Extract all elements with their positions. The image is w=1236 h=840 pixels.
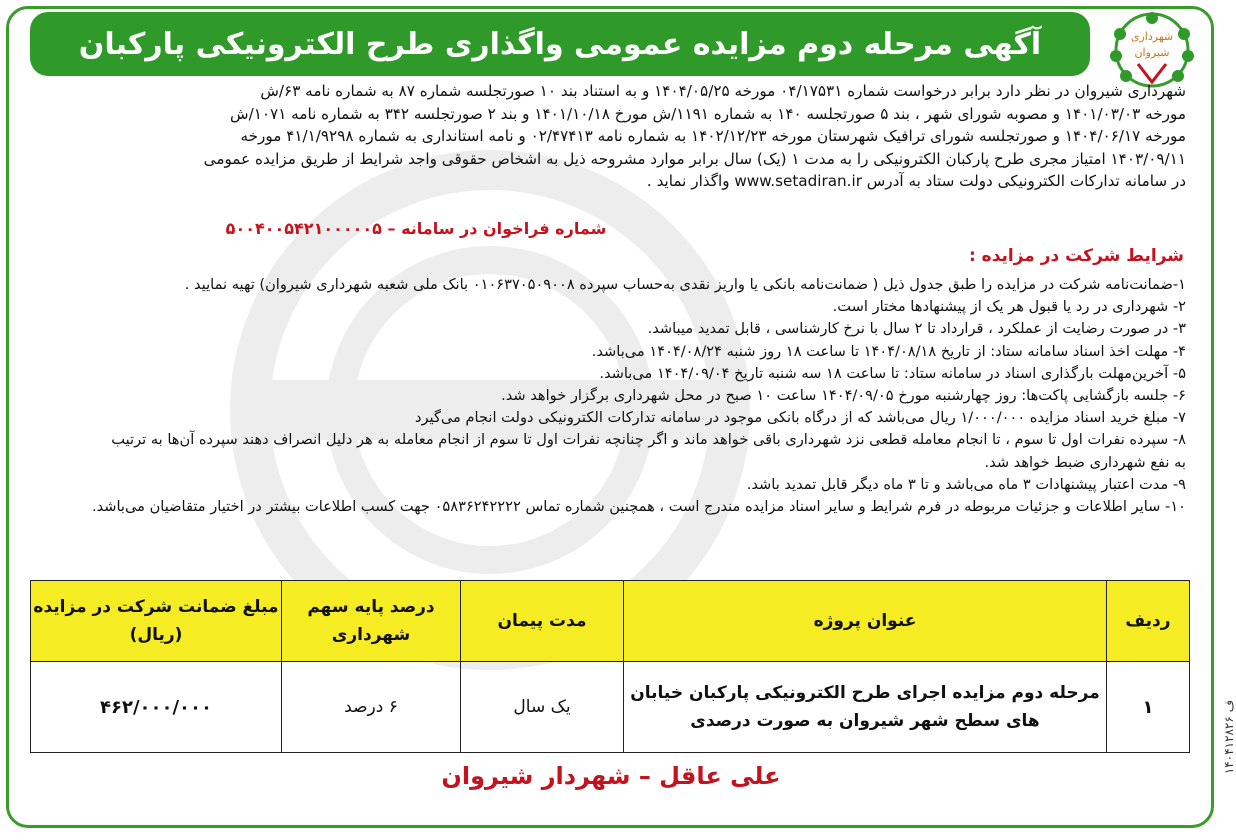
condition-item: ۳- در صورت رضایت از عملکرد ، قرارداد تا ۲ سال با نرخ کارشناسی ، قابل تمدید میباشد. xyxy=(647,320,1186,338)
side-code: ف ۱۴۰۴۱۲۸۲۶ xyxy=(1221,699,1236,775)
cell-project-title-line2: های سطح شهر شیروان به صورت درصدی xyxy=(690,711,1040,731)
condition-item: به نفع شهرداری ضبط خواهد شد. xyxy=(984,453,1186,471)
table-header-row xyxy=(31,581,1190,662)
condition-item: ۸- سپرده نفرات اول تا سوم ، تا انجام معامله قطعی نزد شهرداری باقی خواهد ماند و اگر چنانچه نفرات اول تا سوم از انجام معامله به هر دلیل انصراف دهند سپرده آن‌ها به ترتیب xyxy=(111,431,1186,449)
header-guarantee-line1: مبلغ ضمانت شرکت در مزایده xyxy=(33,597,279,617)
signature: علی عاقل – شهردار شیروان xyxy=(441,762,781,790)
svg-text:شهرداری: شهرداری xyxy=(1130,30,1174,43)
cell-share: ۶ درصد xyxy=(282,662,461,753)
cell-guarantee: ۴۶۲/۰۰۰/۰۰۰ xyxy=(31,662,282,753)
conditions-title: شرایط شرکت در مزایده : xyxy=(968,246,1184,266)
intro-line: ۱۴۰۳/۰۹/۱۱ امتیاز مجری طرح پارکبان الکترونیکی را به مدت ۱ (یک) سال برابر موارد مشروحه ذیل به اشخاص حقوقی واجد شرایط از طریق مزایده عمومی xyxy=(203,149,1186,168)
header-project-title: عنوان پروژه xyxy=(624,581,1107,662)
cell-duration: یک سال xyxy=(461,662,624,753)
page-title: آگهی مرحله دوم مزایده عمومی واگذاری طرح الکترونیکی پارکبان xyxy=(78,26,1042,62)
cell-project-title xyxy=(624,662,1107,753)
condition-item: ۴- مهلت اخذ اسناد سامانه ستاد: از تاریخ ۱۴۰۴/۰۸/۱۸ تا ساعت ۱۸ روز شنبه ۱۴۰۴/۰۸/۲۴ می‌باشد. xyxy=(591,342,1186,360)
condition-item: ۵- آخرین‌مهلت بارگذاری اسناد در سامانه ستاد: تا ساعت ۱۸ سه شنبه تاریخ ۱۴۰۴/۰۹/۰۴ می‌باشد. xyxy=(599,364,1186,382)
intro-line: مورخه ۱۴۰۴/۰۶/۱۷ و صورتجلسه شورای ترافیک شهرستان مورخه ۱۴۰۲/۱۲/۲۳ به شماره نامه ۰۲/۴۷۴۱۳ و نامه استانداری به شماره ۴۱/۱/۹۲۹۸ مورخه xyxy=(240,127,1186,146)
intro-line: مورخه ۱۴۰۱/۰۳/۰۳ و مصوبه شورای شهر ، بند ۵ صورتجلسه ۱۴۰ به شماره ۱۱۹۱/ش مورخ ۱۴۰۱/۱۰/۱۸ و بند ۲ صورتجلسه ۳۴۲ به شماره نامه ۱۰۷۱/ش xyxy=(230,104,1186,123)
project-table xyxy=(30,580,1190,753)
intro-line: شهرداری شیروان در نظر دارد برابر درخواست شماره ۰۴/۱۷۵۳۱ مورخه ۱۴۰۴/۰۵/۲۵ و به استناد بند ۱۰ صورتجلسه شماره ۸۷ به شماره نامه ۶۳/ش xyxy=(260,82,1186,100)
condition-item: ۶- جلسه بازگشایی پاکت‌ها: روز چهارشنبه مورخ ۱۴۰۴/۰۹/۰۵ ساعت ۱۰ صبح در محل شهرداری برگزار خواهد شد. xyxy=(501,387,1186,405)
condition-item: ۱-ضمانت‌نامه شرکت در مزایده را طبق جدول ذیل ( ضمانت‌نامه بانکی یا واریز نقدی به‌حساب سپرده ۰۱۰۶۳۷۰۵۰۹۰۰۸ بانک ملی شعبه شهرداری شیروان) تهیه نمایید . xyxy=(184,276,1186,293)
title-banner xyxy=(30,12,1090,76)
condition-item: ۲- شهرداری در رد یا قبول هر یک از پیشنهادها مختار است. xyxy=(832,298,1186,316)
cell-row-number: ۱ xyxy=(1107,662,1190,753)
cell-project-title-line1: مرحله دوم مزایده اجرای طرح الکترونیکی پارکبان خیابان xyxy=(630,683,1100,703)
intro-line: در سامانه تدارکات الکترونیکی دولت ستاد به آدرس www.setadiran.ir واگذار نماید . xyxy=(646,172,1186,191)
header-guarantee-line2: (ریال) xyxy=(129,625,183,645)
conditions-list xyxy=(34,274,1186,518)
condition-item: ۹- مدت اعتبار پیشنهادات ۳ ماه می‌باشد و تا ۳ ماه دیگر قابل تمدید باشد. xyxy=(746,475,1186,493)
condition-item: ۱۰- سایر اطلاعات و جزئیات مربوطه در فرم شرایط و سایر اسناد مزایده مندرج است ، همچنین شماره تماس ۰۵۸۳۶۲۴۲۲۲۲ جهت کسب اطلاعات بیشتر در اختیار متقاضیان می‌باشد. xyxy=(91,498,1186,516)
condition-item: ۷- مبلغ خرید اسناد مزایده ۱/۰۰۰/۰۰۰ ریال می‌باشد که از درگاه بانکی موجود در سامانه تدارکات الکترونیکی دولت انجام می‌گیرد xyxy=(414,409,1186,427)
call-number: شماره فراخوان در سامانه – ۵۰۰۴۰۰۵۴۲۱۰۰۰۰۰۵ xyxy=(225,219,607,238)
header-share xyxy=(282,581,461,662)
header-guarantee xyxy=(31,581,282,662)
header-duration: مدت پیمان xyxy=(461,581,624,662)
header-share-line2: شهرداری xyxy=(331,625,411,645)
header-share-line1: درصد پایه سهم xyxy=(307,597,435,617)
svg-text:شیروان: شیروان xyxy=(1134,46,1170,59)
intro-paragraph xyxy=(36,80,1186,193)
header-row-number: ردیف xyxy=(1107,581,1190,662)
table-row xyxy=(31,662,1190,753)
